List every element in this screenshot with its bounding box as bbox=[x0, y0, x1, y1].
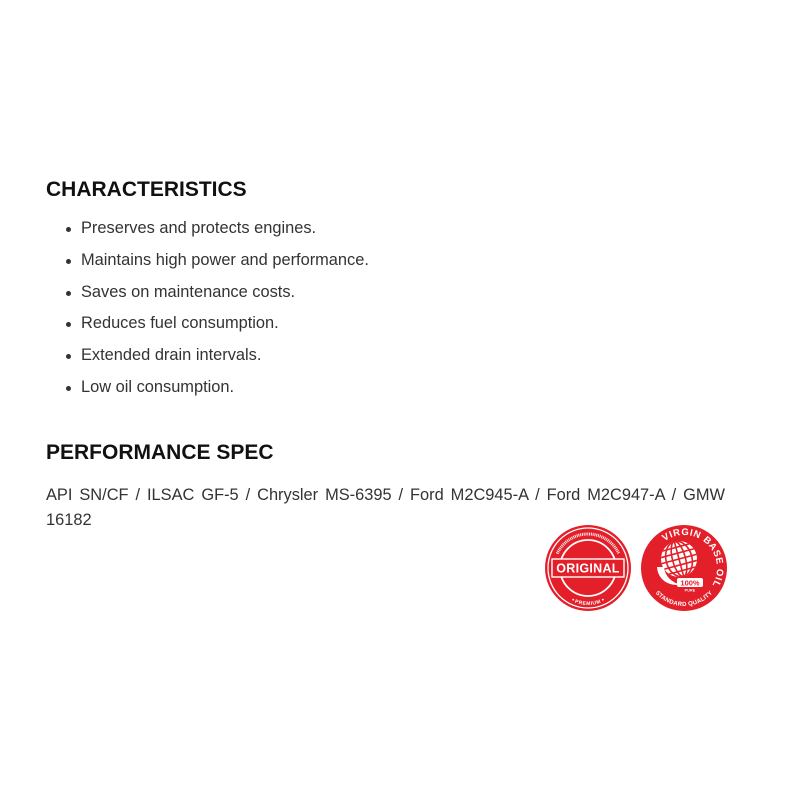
star-icon bbox=[572, 599, 574, 601]
seal-bottom-text: PREMIUM bbox=[574, 598, 602, 608]
original-seal-icon bbox=[543, 523, 633, 613]
list-item bbox=[81, 245, 369, 277]
list-item-text: Extended drain intervals. bbox=[81, 346, 262, 365]
virgin-base-oil-badge-icon bbox=[639, 523, 729, 613]
bullet-icon bbox=[66, 354, 71, 359]
star-icon bbox=[602, 599, 604, 601]
list-item-text: Preserves and protects engines. bbox=[81, 219, 317, 237]
badge-sub-text: PURE bbox=[684, 588, 696, 593]
seal-label: ORIGINAL bbox=[556, 561, 620, 576]
list-item-text: Reduces fuel consumption. bbox=[81, 314, 279, 333]
list-item bbox=[81, 213, 369, 245]
badge-bottom-text: STANDARD QUALITY bbox=[653, 590, 715, 609]
performance-spec-heading: PERFORMANCE SPEC bbox=[46, 441, 274, 464]
characteristics-heading: CHARACTERISTICS bbox=[46, 178, 247, 201]
bullet-icon bbox=[66, 291, 71, 296]
badge-percent: 100% bbox=[680, 578, 700, 588]
bullet-icon bbox=[66, 259, 71, 264]
badge-ring-text: VIRGIN BASE OIL bbox=[660, 526, 726, 590]
characteristics-list bbox=[81, 213, 369, 404]
list-item bbox=[81, 308, 369, 340]
performance-spec-text: API SN/CF / ILSAC GF-5 / Chrysler MS-6395 / Ford M2C945-A / Ford M2C947-A / GMW 16182 bbox=[46, 486, 725, 529]
list-item bbox=[81, 372, 369, 404]
list-item-text: Low oil consumption. bbox=[81, 377, 235, 396]
list-item-text: Maintains high power and performance. bbox=[81, 250, 369, 269]
bullet-icon bbox=[66, 227, 71, 232]
bullet-icon bbox=[66, 386, 71, 391]
bullet-icon bbox=[66, 322, 71, 327]
list-item bbox=[81, 277, 369, 309]
list-item-text: Saves on maintenance costs. bbox=[81, 282, 296, 301]
list-item bbox=[81, 340, 369, 372]
